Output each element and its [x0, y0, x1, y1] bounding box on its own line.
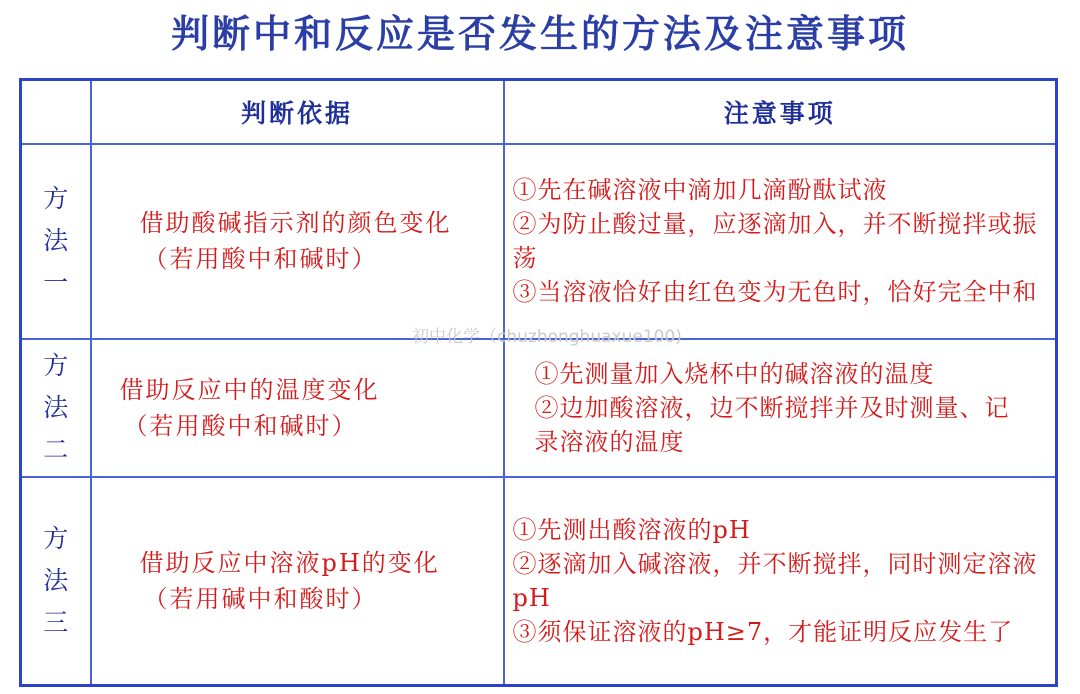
- table-row: [21, 144, 1057, 339]
- basis-cell-1: 借助酸碱指示剂的颜色变化 （若用酸中和碱时）: [91, 144, 504, 339]
- note-item: ①先测量加入烧杯中的碱溶液的温度: [534, 359, 935, 388]
- table-header-row: [21, 80, 1057, 144]
- note-item: ②逐滴加入碱溶液，并不断搅拌，同时测定溶液pH: [512, 549, 1038, 612]
- table-row: [21, 477, 1057, 686]
- table-row: [21, 339, 1057, 477]
- note-item: ③须保证溶液的pH≥7，才能证明反应发生了: [512, 617, 1014, 646]
- basis-cell-2: 借助反应中的温度变化 （若用酸中和碱时）: [91, 339, 504, 477]
- notes-cell-1: [504, 144, 1057, 339]
- watermark: 初中化学（chuzhonghuaxue100): [412, 327, 682, 347]
- header-corner-cell: [21, 80, 91, 144]
- note-item: ②边加酸溶液，边不断搅拌并及时测量、记录溶液的温度: [534, 393, 1010, 456]
- method-label-2: 方 法 二: [21, 339, 91, 477]
- method-label-3: 方 法 三: [21, 477, 91, 686]
- method-label-1: 方 法 一: [21, 144, 91, 339]
- page-title: 判断中和反应是否发生的方法及注意事项: [170, 11, 909, 56]
- basis-cell-3: 借助反应中溶液pH的变化 （若用碱中和酸时）: [91, 477, 504, 686]
- notes-cell-3: [504, 477, 1057, 686]
- header-notes: 注意事项: [504, 80, 1057, 144]
- note-item: ①先测出酸溶液的pH: [512, 515, 751, 544]
- notes-cell-2: [504, 339, 1057, 477]
- note-item: ①先在碱溶液中滴加几滴酚酞试液: [512, 176, 888, 204]
- note-item: ②为防止酸过量，应逐滴加入，并不断搅拌或振荡: [512, 210, 1038, 272]
- note-item: ③当溶液恰好由红色变为无色时，恰好完全中和: [512, 278, 1038, 306]
- header-basis: 判断依据: [91, 80, 504, 144]
- methods-table: [19, 78, 1058, 687]
